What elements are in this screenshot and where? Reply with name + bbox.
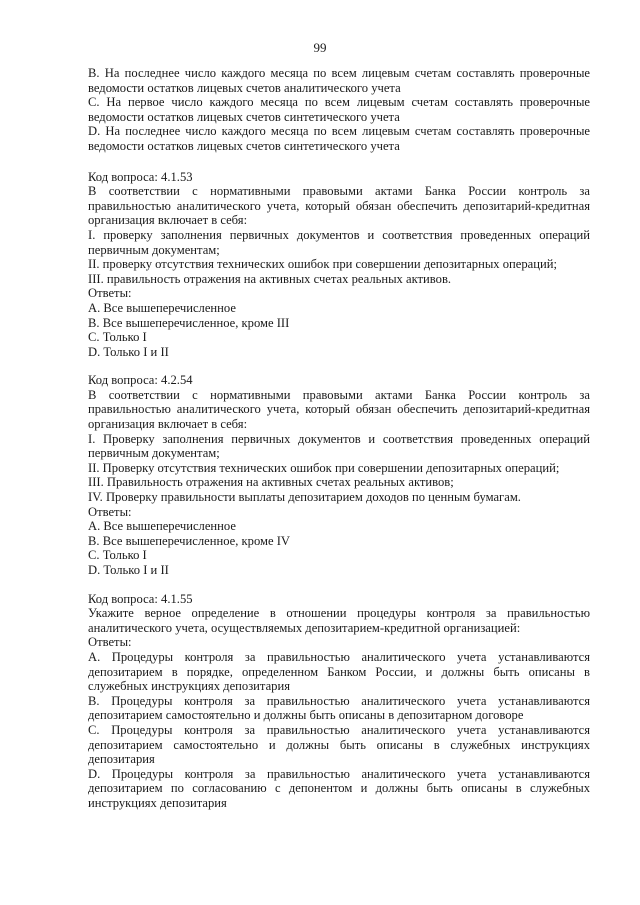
answer-option: A. Все вышеперечисленное — [88, 519, 236, 534]
answer-option: A. Все вышеперечисленное — [88, 300, 236, 315]
intro-option-b: B. На последнее число каждого месяца по всем лицевым счетам составлять проверочные ведомости остатков лицевых счетов аналитического учета — [88, 66, 590, 95]
answer-option: B. Все вышеперечисленное, кроме IV — [88, 533, 290, 548]
question-item: III. Правильность отражения на активных счетах реальных активов; — [88, 475, 454, 490]
answer-option: B. Все вышеперечисленное, кроме III — [88, 315, 290, 330]
question-item: III. правильность отражения на активных счетах реальных активов. — [88, 271, 452, 286]
answer-option: A. Процедуры контроля за правильностью аналитического учета устанавливаются депозитарием в порядке, определенном Банком России, и должны быть описаны в служебных инструкциях депозитария — [88, 649, 590, 694]
question-item: II. проверку отсутствия технических ошибок при совершении депозитарных операций; — [88, 257, 557, 272]
question-item: I. проверку заполнения первичных документов и соответствия проведенных операций первичным документам; — [88, 227, 590, 257]
answers-label: Ответы: — [88, 286, 132, 301]
question-4-1-53 — [88, 170, 590, 360]
answers-label: Ответы: — [88, 635, 132, 650]
answer-option: D. Процедуры контроля за правильностью аналитического учета устанавливаются депозитарием по согласованию с депонентом и должны быть описаны в служебных инструкциях депозитария — [88, 766, 590, 810]
answers-label: Ответы: — [88, 504, 132, 519]
question-item: IV. Проверку правильности выплаты депозитарием доходов по ценным бумагам. — [88, 490, 521, 505]
question-text: В соответствии с нормативными правовыми актами Банка России контроль за правильностью аналитического учета, который обязан обеспечить депозитарий-кредитная организация включает в себя: — [88, 387, 590, 432]
answer-option: C. Процедуры контроля за правильностью аналитического учета устанавливаются депозитарием самостоятельно и должны быть описаны в служебных инструкциях депозитария — [88, 722, 590, 767]
document-content — [88, 66, 590, 811]
answer-option: B. Процедуры контроля за правильностью аналитического учета устанавливаются депозитарием самостоятельно и должны быть описаны в депозитарном договоре — [88, 693, 590, 723]
question-code: Код вопроса: 4.1.53 — [88, 169, 193, 184]
answer-option: D. Только I и II — [88, 344, 169, 359]
answer-option: C. Только I — [88, 330, 147, 345]
page-number: 99 — [313, 40, 327, 55]
question-4-1-55 — [88, 592, 590, 811]
question-code: Код вопроса: 4.2.54 — [88, 373, 193, 388]
answer-option: C. Только I — [88, 548, 147, 563]
intro-option-c: C. На первое число каждого месяца по всем лицевым счетам составлять проверочные ведомости остатков лицевых счетов синтетического учета — [88, 95, 590, 124]
question-4-2-54 — [88, 373, 590, 577]
question-item: II. Проверку отсутствия технических ошибок при совершении депозитарных операций; — [88, 460, 560, 475]
question-code: Код вопроса: 4.1.55 — [88, 591, 193, 606]
intro-options — [88, 66, 590, 154]
intro-option-d: D. На последнее число каждого месяца по всем лицевым счетам составлять проверочные ведомости остатков лицевых счетов синтетического учета — [88, 124, 590, 153]
question-item: I. Проверку заполнения первичных документов и соответствия проведенных операций первичным документам; — [88, 431, 590, 461]
answer-option: D. Только I и II — [88, 563, 169, 577]
question-text: В соответствии с нормативными правовыми актами Банка России контроль за правильностью аналитического учета, который обязан обеспечить депозитарий-кредитная организация включает в себя: — [88, 184, 590, 228]
question-text: Укажите верное определение в отношении процедуры контроля за правильностью аналитического учета, осуществляемых депозитарием-кредитной организацией: — [88, 606, 590, 635]
